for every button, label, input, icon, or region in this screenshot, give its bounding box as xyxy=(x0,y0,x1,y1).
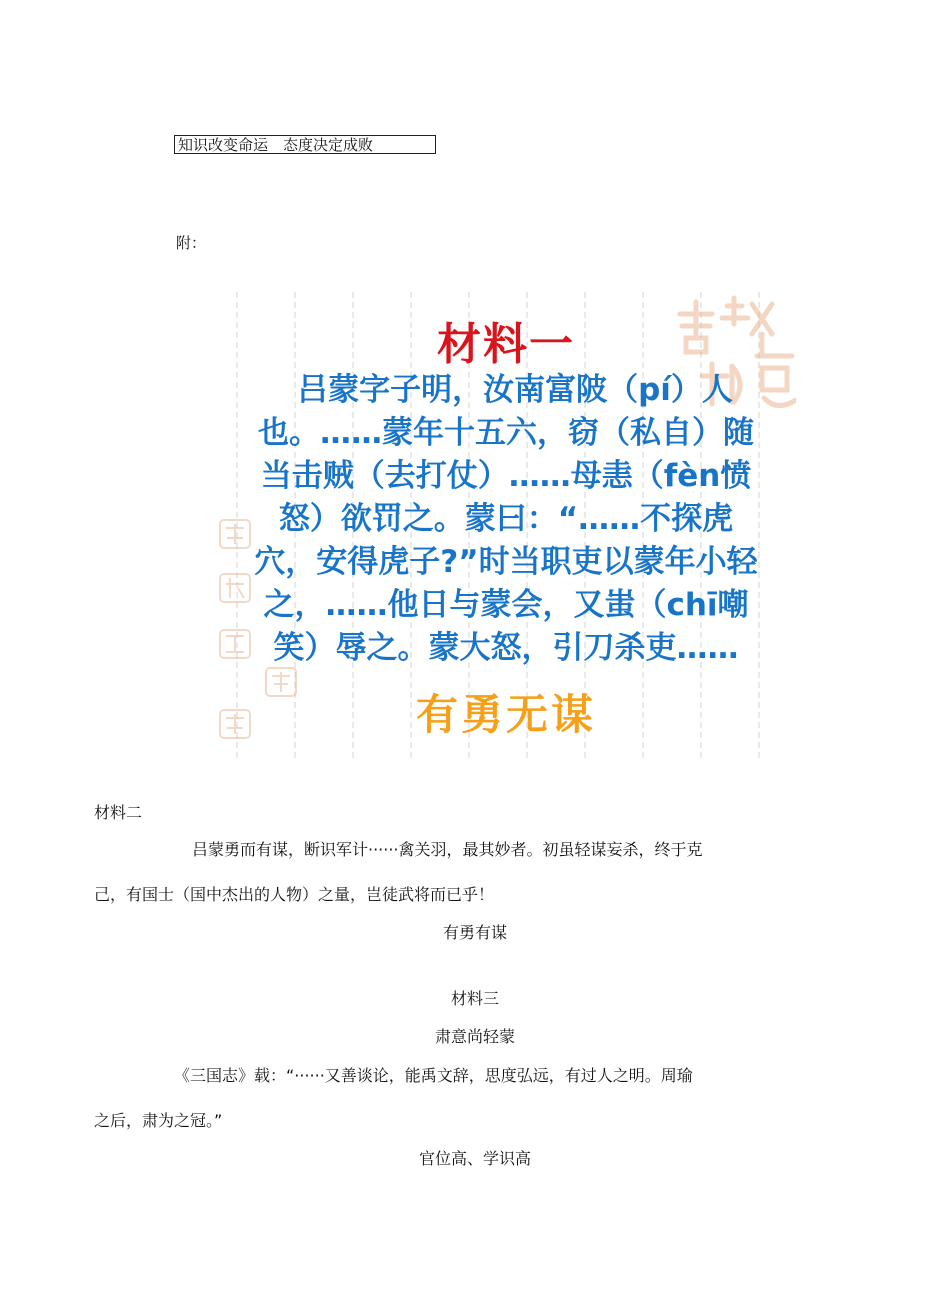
slide-text-line: 之，……他日与蒙会，又蚩（chī嘲 xyxy=(263,587,749,623)
slide-text-line: 笑）辱之。蒙大怒，引刀杀吏…… xyxy=(273,630,739,666)
material-three-subheading: 肃意尚轻蒙 xyxy=(434,1027,515,1046)
material-three-paragraph-line: 之后，肃为之冠。” xyxy=(94,1111,223,1130)
appendix-label: 附： xyxy=(176,234,207,252)
material-two-heading: 材料二 xyxy=(94,803,143,822)
material-three-paragraph-line: 《三国志》载：“······又善谈论，能禹文辞，思度弘远，有过人之明。周瑜 xyxy=(174,1066,693,1085)
material-three-heading: 材料三 xyxy=(450,989,499,1008)
material-two-paragraph-line: 吕蒙勇而有谋，断识军计······禽关羽，最其妙者。初虽轻谋妄杀，终于克 xyxy=(192,840,703,859)
slide-text-line: 也。……蒙年十五六，窃（私自）随 xyxy=(258,415,754,451)
slide-text-line: 怒）欲罚之。蒙曰：“……不探虎 xyxy=(278,501,734,537)
material-three-summary: 官位高、学识高 xyxy=(418,1149,531,1168)
slide-title: 材料一 xyxy=(437,319,575,370)
material-two-paragraph-line: 己，有国士（国中杰出的人物）之量，岂徒武将而已乎！ xyxy=(94,885,495,904)
material-one-slide-image xyxy=(216,292,796,758)
slide-text-line: 穴，安得虎子?”时当职吏以蒙年小轻 xyxy=(254,544,758,580)
slide-conclusion-tag: 有勇无谋 xyxy=(415,690,596,739)
header-motto-box: 知识改变命运 态度决定成败 xyxy=(174,135,436,154)
slide-text-line: 当击贼（去打仗）……母恚（fèn愤 xyxy=(260,458,752,494)
material-two-summary: 有勇有谋 xyxy=(442,923,507,942)
slide-text-line: 吕蒙字子明，汝南富陂（pí）人 xyxy=(297,372,733,408)
